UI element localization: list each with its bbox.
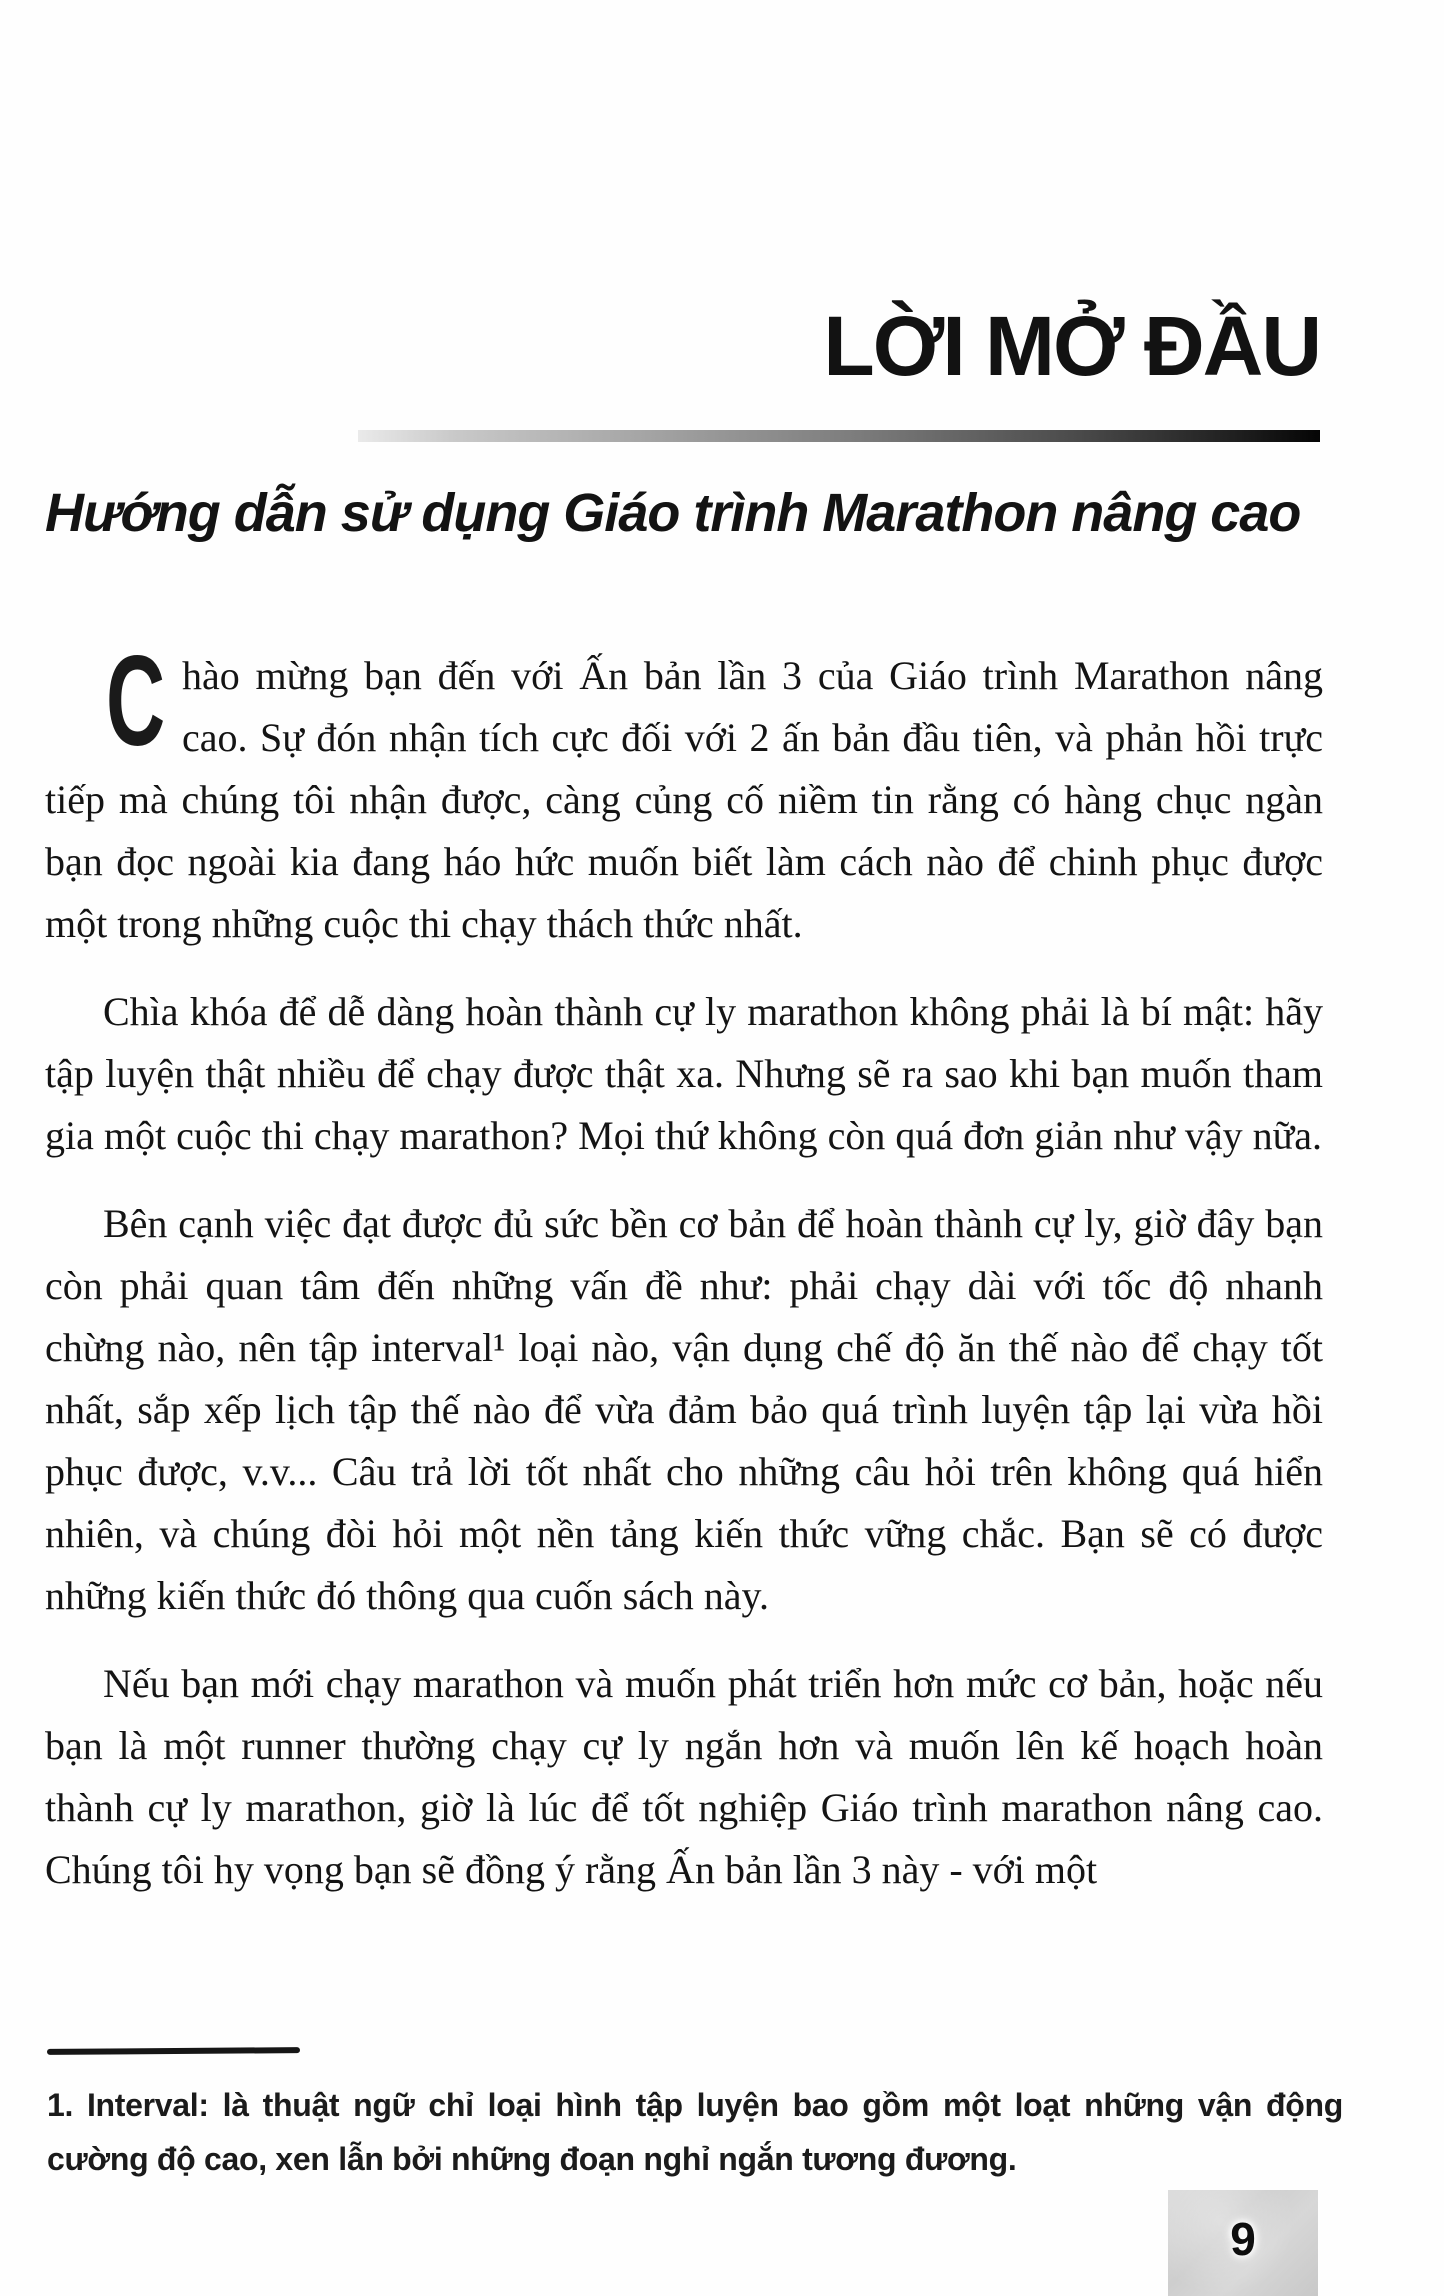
footnote-separator [47,2047,300,2055]
paragraph-1 [45,630,1323,955]
paragraph-2: Chìa khóa để dễ dàng hoàn thành cự ly marathon không phải là bí mật: hãy tập luyện thật nhiều để chạy được thật xa. Nhưng sẽ ra sao khi bạn muốn tham gia một cuộc thi chạy marathon? Mọi thứ không còn quá đơn giản như vậy nữa. [45,989,1323,1158]
drop-cap: C [106,630,166,773]
body-text [45,630,1323,1927]
footnote: 1. Interval: là thuật ngữ chỉ loại hình tập luyện bao gồm một loạt những vận động cường độ cao, xen lẫn bởi những đoạn nghỉ ngắn tương đương. [47,2087,1343,2177]
page-number: 9 [1230,2213,1256,2265]
subtitle: Hướng dẫn sử dụng Giáo trình Marathon nâng cao [45,483,1301,543]
paragraph-4: Nếu bạn mới chạy marathon và muốn phát triển hơn mức cơ bản, hoặc nếu bạn là một runner thường chạy cự ly ngắn hơn và muốn lên kế hoạch hoàn thành cự ly marathon, giờ là lúc để tốt nghiệp Giáo trình marathon nâng cao. Chúng tôi hy vọng bạn sẽ đồng ý rằng Ấn bản lần 3 này - với một [45,1661,1323,1892]
paragraph-1-text: hào mừng bạn đến với Ấn bản lần 3 của Giáo trình Marathon nâng cao. Sự đón nhận tích cực đối với 2 ấn bản đầu tiên, và phản hồi trực tiếp mà chúng tôi nhận được, càng củng cố niềm tin rằng có hàng chục ngàn bạn đọc ngoài kia đang háo hức muốn biết làm cách nào để chinh phục được một trong những cuộc thi chạy thách thức nhất. [45,653,1323,946]
title-rule [358,430,1320,442]
page-number-box [1168,2190,1318,2296]
paragraph-3: Bên cạnh việc đạt được đủ sức bền cơ bản để hoàn thành cự ly, giờ đây bạn còn phải quan tâm đến những vấn đề như: phải chạy dài với tốc độ nhanh chừng nào, nên tập interval¹ loại nào, vận dụng chế độ ăn thế nào để chạy tốt nhất, sắp xếp lịch tập thế nào để vừa đảm bảo quá trình luyện tập lại vừa hồi phục được, v.v... Câu trả lời tốt nhất cho những câu hỏi trên không quá hiển nhiên, và chúng đòi hỏi một nền tảng kiến thức vững chắc. Bạn sẽ có được những kiến thức đó thông qua cuốn sách này. [45,1201,1323,1618]
page-title: LỜI MỞ ĐẦU [823,299,1320,393]
